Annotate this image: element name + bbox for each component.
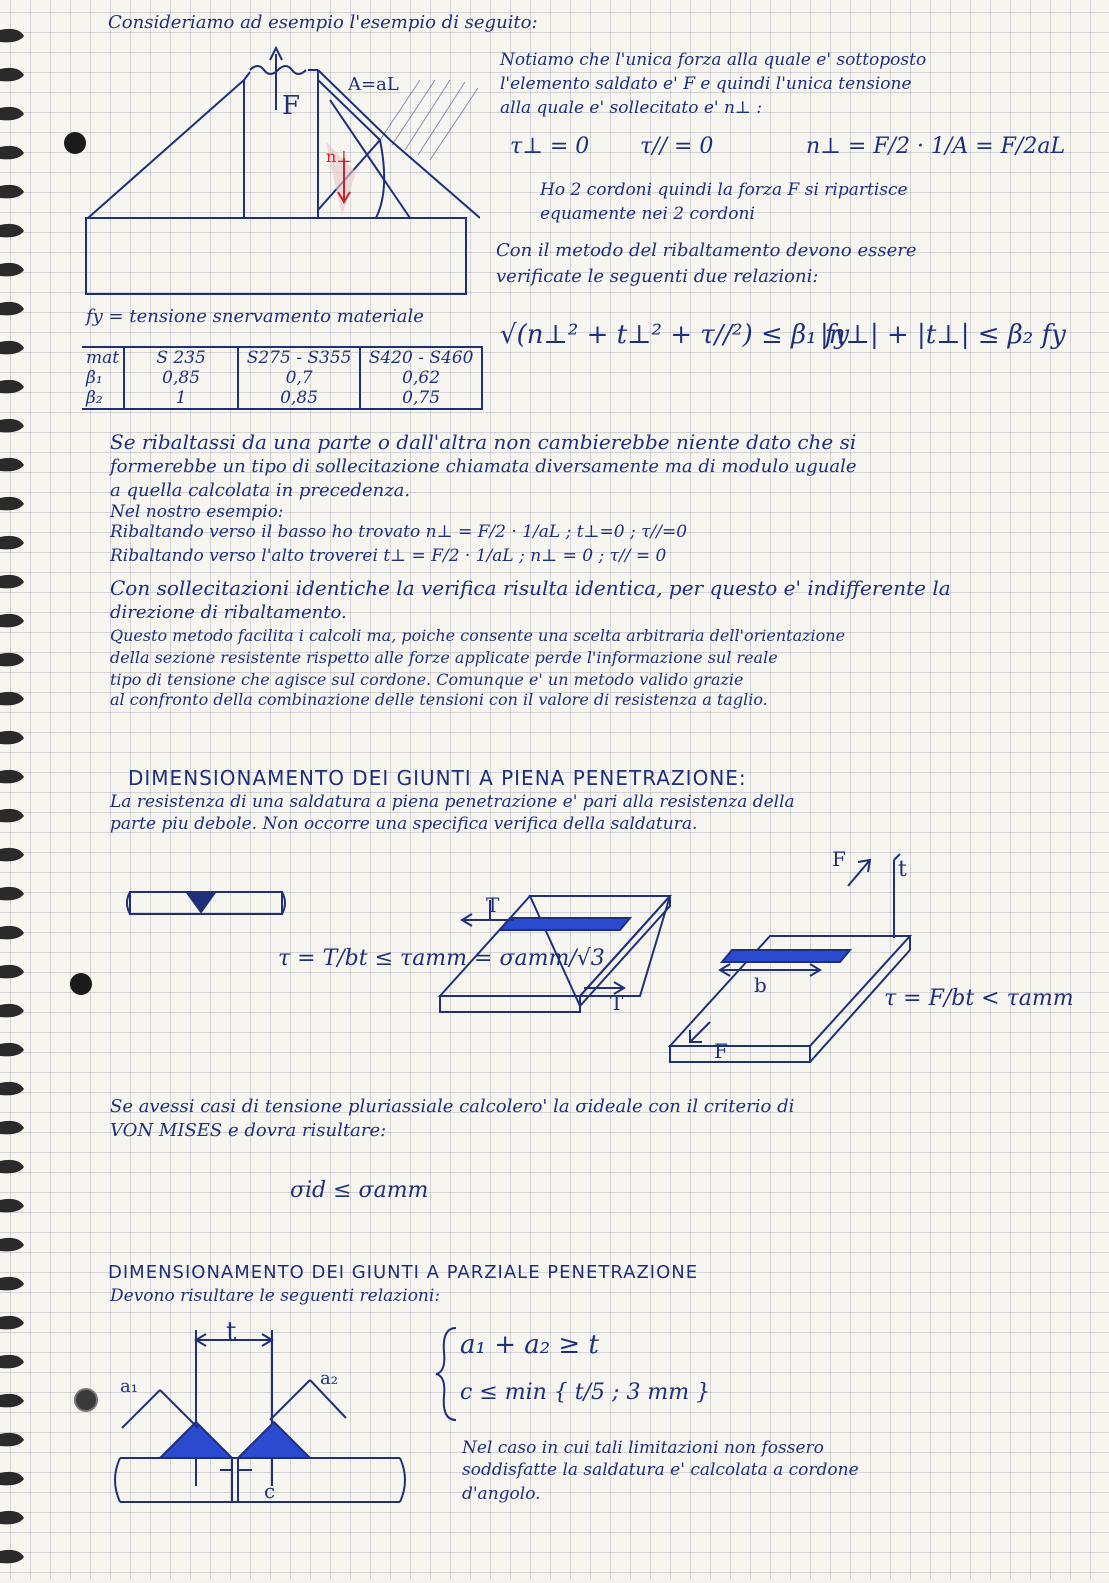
spiral-ring <box>0 146 24 160</box>
para1-line9: Questo metodo facilita i calcoli ma, poiche consente una scelta arbitraria dell'orientazione <box>110 626 846 645</box>
spiral-rings <box>0 0 30 1579</box>
force-label-f: F <box>282 91 301 121</box>
section2-line1: La resistenza di una saldatura a piena penetrazione e' pari alla resistenza della <box>110 792 795 812</box>
spiral-ring <box>0 926 24 940</box>
right1-line3: alla quale e' sollecitato e' n⊥ : <box>500 98 763 118</box>
spiral-ring <box>0 653 24 667</box>
fillet-weld-figure <box>80 40 480 302</box>
spiral-ring <box>0 458 24 472</box>
para1-line3: a quella calcolata in precedenza. <box>110 480 411 501</box>
shear-label-top: T <box>486 893 500 917</box>
von-mises-eq: σid ≤ σamm <box>290 1178 429 1203</box>
section3-note3: d'angolo. <box>462 1484 541 1504</box>
cell-b1-0: 0,85 <box>124 368 238 388</box>
note-two-welds-2: equamente nei 2 cordoni <box>540 204 755 224</box>
spiral-ring <box>0 185 24 199</box>
section2-title: DIMENSIONAMENTO DEI GIUNTI A PIENA PENETRAZIONE: <box>128 766 747 790</box>
section3-subtitle: Devono risultare le seguenti relazioni: <box>110 1286 441 1306</box>
right1-line2: l'elemento saldato e' F e quindi l'unica tensione <box>500 74 912 94</box>
para1-line1: Se ribaltassi da una parte o dall'altra non cambierebbe niente dato che si <box>110 430 857 454</box>
cell-mat-0: S 235 <box>124 347 238 368</box>
spiral-ring <box>0 731 24 745</box>
system-brace <box>432 1324 462 1424</box>
spiral-ring <box>0 1472 24 1486</box>
cell-b2-2: 0,75 <box>360 388 482 409</box>
row-label-mat: mat <box>82 347 124 368</box>
para1-line12: al confronto della combinazione delle tensioni con il valore di resistenza a taglio. <box>110 690 768 709</box>
relation-1: √(n⊥² + t⊥² + τ//²) ≤ β₁ fy <box>500 320 850 350</box>
right1-line1: Notiamo che l'unica forza alla quale e' sottoposto <box>500 50 927 70</box>
spiral-ring <box>0 965 24 979</box>
spiral-ring <box>0 1511 24 1525</box>
spiral-ring <box>0 68 24 82</box>
para1-line7: Con sollecitazioni identiche la verifica risulta identica, per questo e' indifferente la <box>110 576 951 600</box>
eq-shear-right: τ = F/bt < τamm <box>884 986 1074 1011</box>
para1-line5: Ribaltando verso il basso ho trovato n⊥ = F/2 · 1/aL ; t⊥=0 ; τ//=0 <box>110 522 688 542</box>
spiral-ring <box>0 1043 24 1057</box>
spiral-ring <box>0 887 24 901</box>
para1-line10: della sezione resistente rispetto alle forze applicate perde l'informazione sul reale <box>110 648 778 667</box>
para1-line8: direzione di ribaltamento. <box>110 602 347 623</box>
para1-line6: Ribaltando verso l'alto troverei t⊥ = F/2 · 1/aL ; n⊥ = 0 ; τ// = 0 <box>110 546 667 566</box>
spiral-ring <box>0 536 24 550</box>
spiral-ring <box>0 497 24 511</box>
para1-line4: Nel nostro esempio: <box>110 502 284 522</box>
gap-label-c: c <box>264 1479 276 1503</box>
spiral-ring <box>0 302 24 316</box>
force-label-bottom: F <box>714 1039 728 1063</box>
intro-text: Consideriamo ad esempio l'esempio di seguito: <box>108 12 538 33</box>
fy-definition: fy = tensione snervamento materiale <box>86 306 424 327</box>
relation-2: |n⊥| + |t⊥| ≤ β₂ fy <box>820 320 1066 350</box>
spiral-ring <box>0 1238 24 1252</box>
spiral-ring <box>0 770 24 784</box>
throat-label-a1: a₁ <box>120 1376 138 1397</box>
spiral-ring <box>0 341 24 355</box>
spiral-ring <box>0 1160 24 1174</box>
spiral-ring <box>0 809 24 823</box>
shear-label-bottom: T <box>610 991 624 1015</box>
spiral-ring <box>0 1355 24 1369</box>
spiral-ring <box>0 1199 24 1213</box>
spiral-ring <box>0 1433 24 1447</box>
relation-c: c ≤ min { t/5 ; 3 mm } <box>460 1380 711 1405</box>
spiral-ring <box>0 224 24 238</box>
relation-a1-a2: a₁ + a₂ ≥ t <box>460 1330 599 1360</box>
normal-stress-label: n⊥ <box>326 147 352 166</box>
spiral-ring <box>0 692 24 706</box>
width-label: b <box>754 973 767 997</box>
material-table <box>82 346 483 410</box>
punch-hole-3 <box>74 1388 98 1412</box>
row-label-beta2: β₂ <box>82 388 124 409</box>
section2-line2: parte piu debole. Non occorre una specifica verifica della saldatura. <box>110 814 698 834</box>
punch-hole-2 <box>70 973 92 995</box>
spiral-ring <box>0 1277 24 1291</box>
cell-b1-2: 0,62 <box>360 368 482 388</box>
ribaltamento-line2: verificate le seguenti due relazioni: <box>496 266 819 287</box>
cell-b2-1: 0,85 <box>238 388 360 409</box>
throat-label-a2: a₂ <box>320 1368 338 1389</box>
spiral-ring <box>0 614 24 628</box>
eq-tau-par: τ// = 0 <box>640 134 714 159</box>
von-mises-line1: Se avessi casi di tensione pluriassiale calcolero' la σideale con il criterio di <box>110 1096 795 1117</box>
eq-shear-left: τ = T/bt ≤ τamm = σamm/√3 <box>278 946 605 971</box>
section3-note2: soddisfatte la saldatura e' calcolata a cordone <box>462 1460 859 1480</box>
spiral-ring <box>0 419 24 433</box>
spiral-ring <box>0 1550 24 1564</box>
spiral-ring <box>0 263 24 277</box>
section3-note1: Nel caso in cui tali limitazioni non fossero <box>462 1438 824 1458</box>
cell-b1-1: 0,7 <box>238 368 360 388</box>
para1-line2: formerebbe un tipo di sollecitazione chiamata diversamente ma di modulo uguale <box>110 456 857 477</box>
thickness-label-t: t <box>226 1317 237 1347</box>
cell-b2-0: 1 <box>124 388 238 409</box>
spiral-ring <box>0 1082 24 1096</box>
ribaltamento-line1: Con il metodo del ribaltamento devono essere <box>496 240 917 261</box>
spiral-ring <box>0 848 24 862</box>
von-mises-line2: VON MISES e dovra risultare: <box>110 1120 387 1141</box>
cell-mat-2: S420 - S460 <box>360 347 482 368</box>
eq-tau-perp: τ⊥ = 0 <box>510 134 590 159</box>
eq-normal-stress: n⊥ = F/2 · 1/A = F/2aL <box>806 134 1066 159</box>
note-two-welds-1: Ho 2 cordoni quindi la forza F si ripartisce <box>540 180 908 200</box>
row-label-beta1: β₁ <box>82 368 124 388</box>
force-label-top: F <box>832 847 846 871</box>
para1-line11: tipo di tensione che agisce sul cordone. Comunque e' un metodo valido grazie <box>110 670 744 689</box>
spiral-binding <box>0 0 30 1579</box>
cell-mat-1: S275 - S355 <box>238 347 360 368</box>
spiral-ring <box>0 1121 24 1135</box>
thickness-label: t <box>898 857 907 882</box>
partial-penetration-figure <box>100 1310 420 1520</box>
spiral-ring <box>0 29 24 43</box>
area-label: A=aL <box>348 74 399 95</box>
spiral-ring <box>0 575 24 589</box>
spiral-ring <box>0 107 24 121</box>
spiral-ring <box>0 1394 24 1408</box>
section3-title: DIMENSIONAMENTO DEI GIUNTI A PARZIALE PENETRAZIONE <box>108 1262 699 1283</box>
spiral-ring <box>0 380 24 394</box>
spiral-ring <box>0 1004 24 1018</box>
spiral-ring <box>0 1316 24 1330</box>
